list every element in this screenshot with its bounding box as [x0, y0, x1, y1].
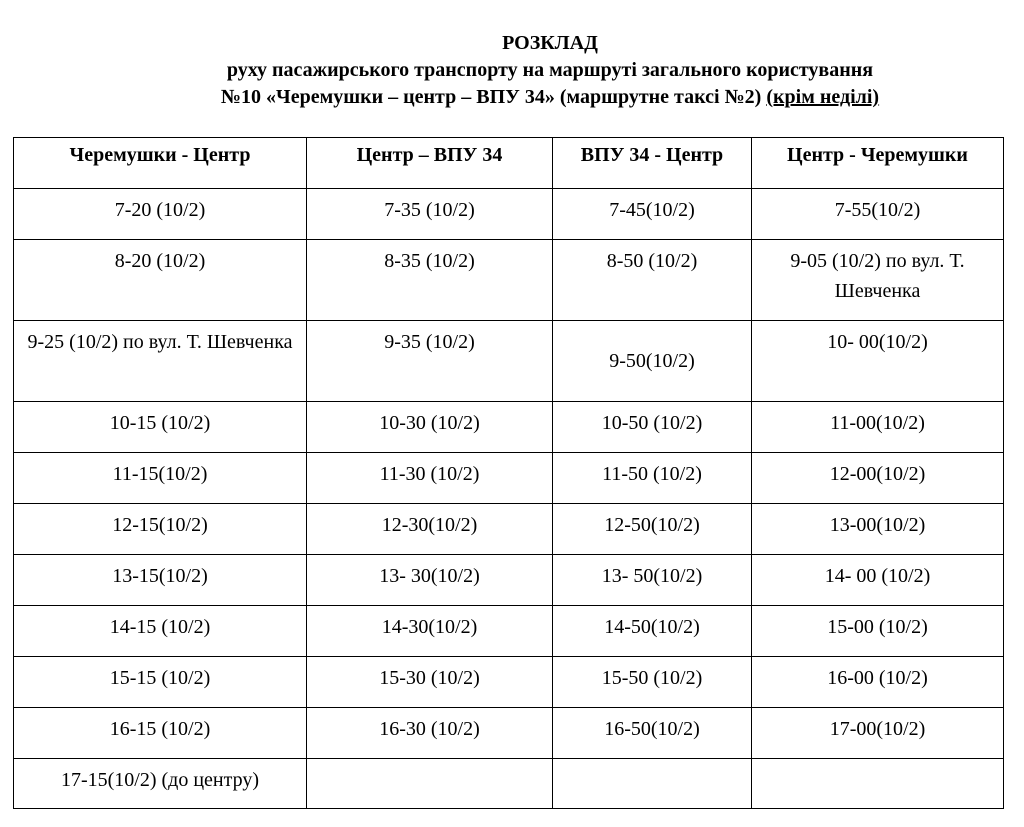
- table-cell: 7-20 (10/2): [14, 189, 307, 240]
- table-cell: 13- 50(10/2): [553, 555, 752, 606]
- table-cell: 10-30 (10/2): [307, 402, 553, 453]
- table-cell: 9-50(10/2): [553, 321, 752, 402]
- table-row: [14, 606, 1004, 657]
- route-line: [0, 84, 1024, 111]
- table-cell: 14- 00 (10/2): [752, 555, 1004, 606]
- table-cell: [307, 759, 553, 809]
- table-row: [14, 189, 1004, 240]
- table-row: [14, 453, 1004, 504]
- table-cell: [752, 759, 1004, 809]
- route-note: (крім неділі): [766, 86, 880, 108]
- table-row: [14, 240, 1004, 321]
- table-cell: 13- 30(10/2): [307, 555, 553, 606]
- table-header-row: [14, 138, 1004, 189]
- table-cell: 12-15(10/2): [14, 504, 307, 555]
- table-cell: 11-50 (10/2): [553, 453, 752, 504]
- table-row: [14, 555, 1004, 606]
- table-cell: 9-25 (10/2) по вул. Т. Шевченка: [14, 321, 307, 402]
- table-cell: 12-30(10/2): [307, 504, 553, 555]
- table-cell: 13-15(10/2): [14, 555, 307, 606]
- document-header: [0, 30, 1024, 111]
- schedule-table: [13, 137, 1004, 809]
- table-cell: [553, 759, 752, 809]
- table-row: [14, 504, 1004, 555]
- table-cell: 17-15(10/2) (до центру): [14, 759, 307, 809]
- table-row: [14, 708, 1004, 759]
- table-row: [14, 657, 1004, 708]
- document-subtitle: руху пасажирського транспорту на маршруті загального користування: [226, 59, 874, 81]
- column-header-cheremushky-center: Черемушки - Центр: [14, 138, 307, 189]
- table-cell: 16-00 (10/2): [752, 657, 1004, 708]
- table-cell: 12-00(10/2): [752, 453, 1004, 504]
- table-cell: 10-50 (10/2): [553, 402, 752, 453]
- table-cell: 15-15 (10/2): [14, 657, 307, 708]
- column-header-center-cheremushky: Центр - Черемушки: [752, 138, 1004, 189]
- table-cell: 7-55(10/2): [752, 189, 1004, 240]
- table-cell: 14-15 (10/2): [14, 606, 307, 657]
- table-cell: 15-00 (10/2): [752, 606, 1004, 657]
- table-cell: 7-35 (10/2): [307, 189, 553, 240]
- table-cell: 15-50 (10/2): [553, 657, 752, 708]
- table-cell: 11-30 (10/2): [307, 453, 553, 504]
- table-row: [14, 321, 1004, 402]
- table-cell: 15-30 (10/2): [307, 657, 553, 708]
- table-cell: 8-35 (10/2): [307, 240, 553, 321]
- table-cell: 9-35 (10/2): [307, 321, 553, 402]
- table-cell: 10-15 (10/2): [14, 402, 307, 453]
- route-name: №10 «Черемушки – центр – ВПУ 34» (маршрутне таксі №2): [220, 86, 767, 108]
- table-cell: 11-15(10/2): [14, 453, 307, 504]
- table-cell: 9-05 (10/2) по вул. Т. Шевченка: [752, 240, 1004, 321]
- column-header-center-vpu34: Центр – ВПУ 34: [307, 138, 553, 189]
- table-cell: 14-50(10/2): [553, 606, 752, 657]
- table-cell: 8-50 (10/2): [553, 240, 752, 321]
- table-row: [14, 759, 1004, 809]
- table-cell: 16-50(10/2): [553, 708, 752, 759]
- table-cell: 16-15 (10/2): [14, 708, 307, 759]
- table-cell: 7-45(10/2): [553, 189, 752, 240]
- table-row: [14, 402, 1004, 453]
- table-cell: 16-30 (10/2): [307, 708, 553, 759]
- document-title: РОЗКЛАД: [502, 32, 598, 54]
- table-cell: 12-50(10/2): [553, 504, 752, 555]
- column-header-vpu34-center: ВПУ 34 - Центр: [553, 138, 752, 189]
- table-cell: 13-00(10/2): [752, 504, 1004, 555]
- table-cell: 14-30(10/2): [307, 606, 553, 657]
- table-cell: 11-00(10/2): [752, 402, 1004, 453]
- table-cell: 10- 00(10/2): [752, 321, 1004, 402]
- table-cell: 8-20 (10/2): [14, 240, 307, 321]
- table-cell: 17-00(10/2): [752, 708, 1004, 759]
